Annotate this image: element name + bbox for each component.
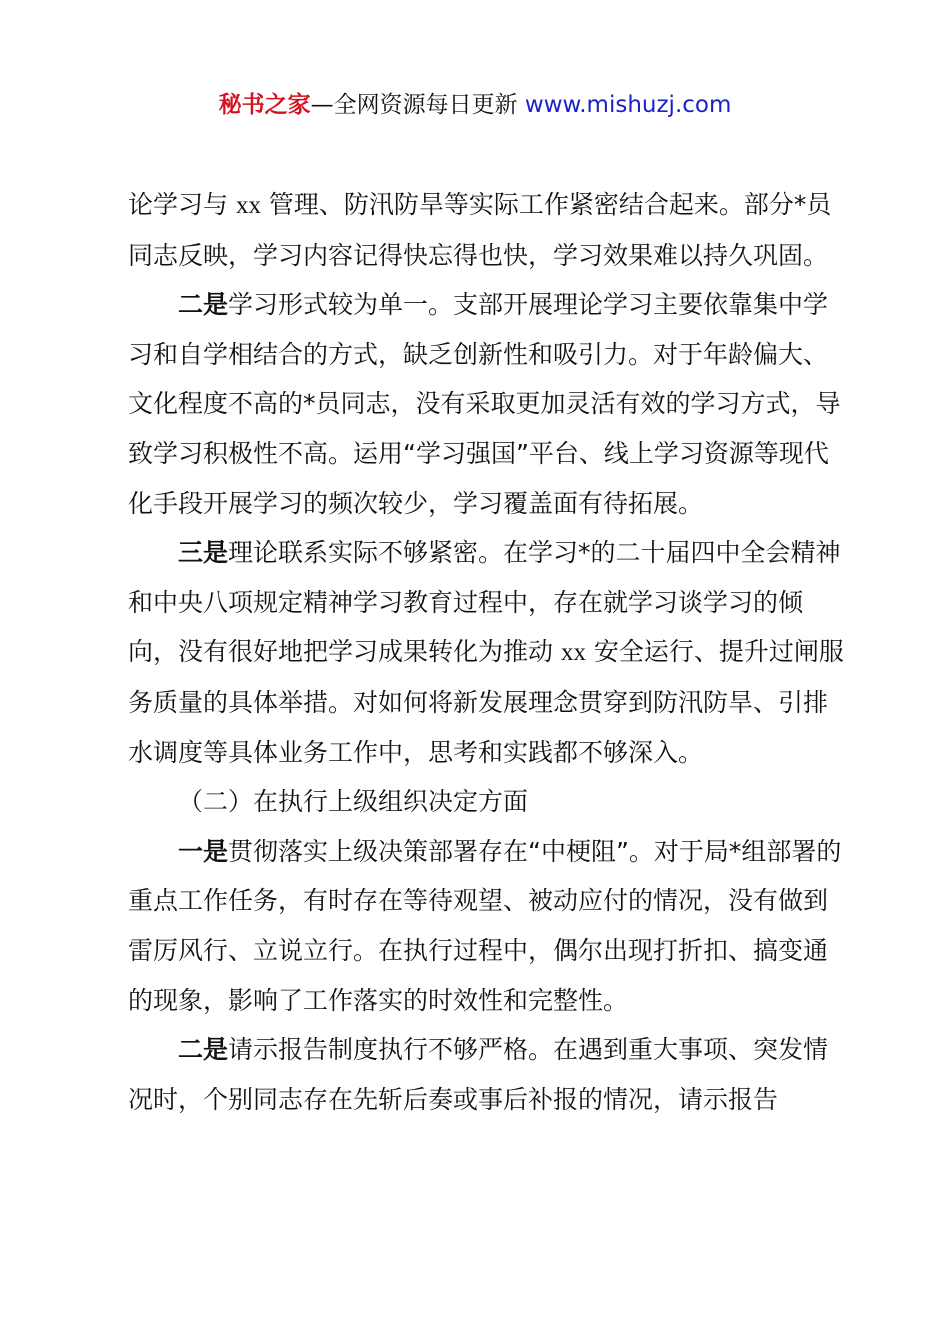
text-run: 请示报告制度执行不够严格。在遇到重大事项、突发情况时，个别同志存在先斩后奏或事后补报的情况，请示报告 xyxy=(128,1035,829,1114)
text-run: 管理、防汛防旱等实际工作紧密结合起来。部分*员同志反映，学习内容记得快忘得也快，学习效果难以持久巩固。 xyxy=(128,190,832,270)
paragraph-implementation xyxy=(128,827,848,1025)
site-url-link[interactable]: www.mishuzj.com xyxy=(524,92,732,118)
document-body xyxy=(128,180,848,1124)
paragraph-lead: 二是 xyxy=(178,1035,229,1065)
placeholder-code: xx xyxy=(560,639,586,667)
text-run: 学习形式较为单一。支部开展理论学习主要依靠集中学习和自学相结合的方式，缺乏创新性和吸引力。对于年龄偏大、文化程度不高的*员同志，没有采取更加灵活有效的学习方式，导致学习积极性不高。运用“学习强国”平台、线上学习资源等现代化手段开展学习的频次较少，学习覆盖面有待拓展。 xyxy=(128,290,841,518)
paragraph-lead: 一是 xyxy=(178,836,229,866)
paragraph-lead: 三是 xyxy=(178,538,229,568)
site-header xyxy=(0,88,950,122)
text-run: 论学习与 xyxy=(128,190,236,219)
paragraph-reporting xyxy=(128,1025,848,1124)
brand-name: 秘书之家 xyxy=(218,92,311,118)
header-tagline: —全网资源每日更新 xyxy=(310,92,525,118)
paragraph-theory-practice xyxy=(128,528,848,777)
paragraph-continued xyxy=(128,180,848,280)
paragraph-lead: 二是 xyxy=(178,290,229,320)
placeholder-code: xx xyxy=(235,192,261,219)
text-run: 安全运行、提升过闸服务质量的具体举措。对如何将新发展理念贯穿到防汛防旱、引排水调度等具体业务工作中，思考和实践都不够深入。 xyxy=(128,637,844,767)
section-heading: （二）在执行上级组织决定方面 xyxy=(178,787,529,817)
text-run: 贯彻落实上级决策部署存在“中梗阻”。对于局*组部署的重点工作任务，有时存在等待观望、被动应付的情况，没有做到雷厉风行、立说立行。在执行过程中，偶尔出现打折扣、搞变通的现象，影响了工作落实的时效性和完整性。 xyxy=(128,836,842,1015)
text-run: 理论联系实际不够紧密。在学习*的二十届四中全会精神和中央八项规定精神学习教育过程中，存在就学习谈学习的倾向，没有很好地把学习成果转化为推动 xyxy=(128,538,841,667)
paragraph-learning-form xyxy=(128,280,848,528)
